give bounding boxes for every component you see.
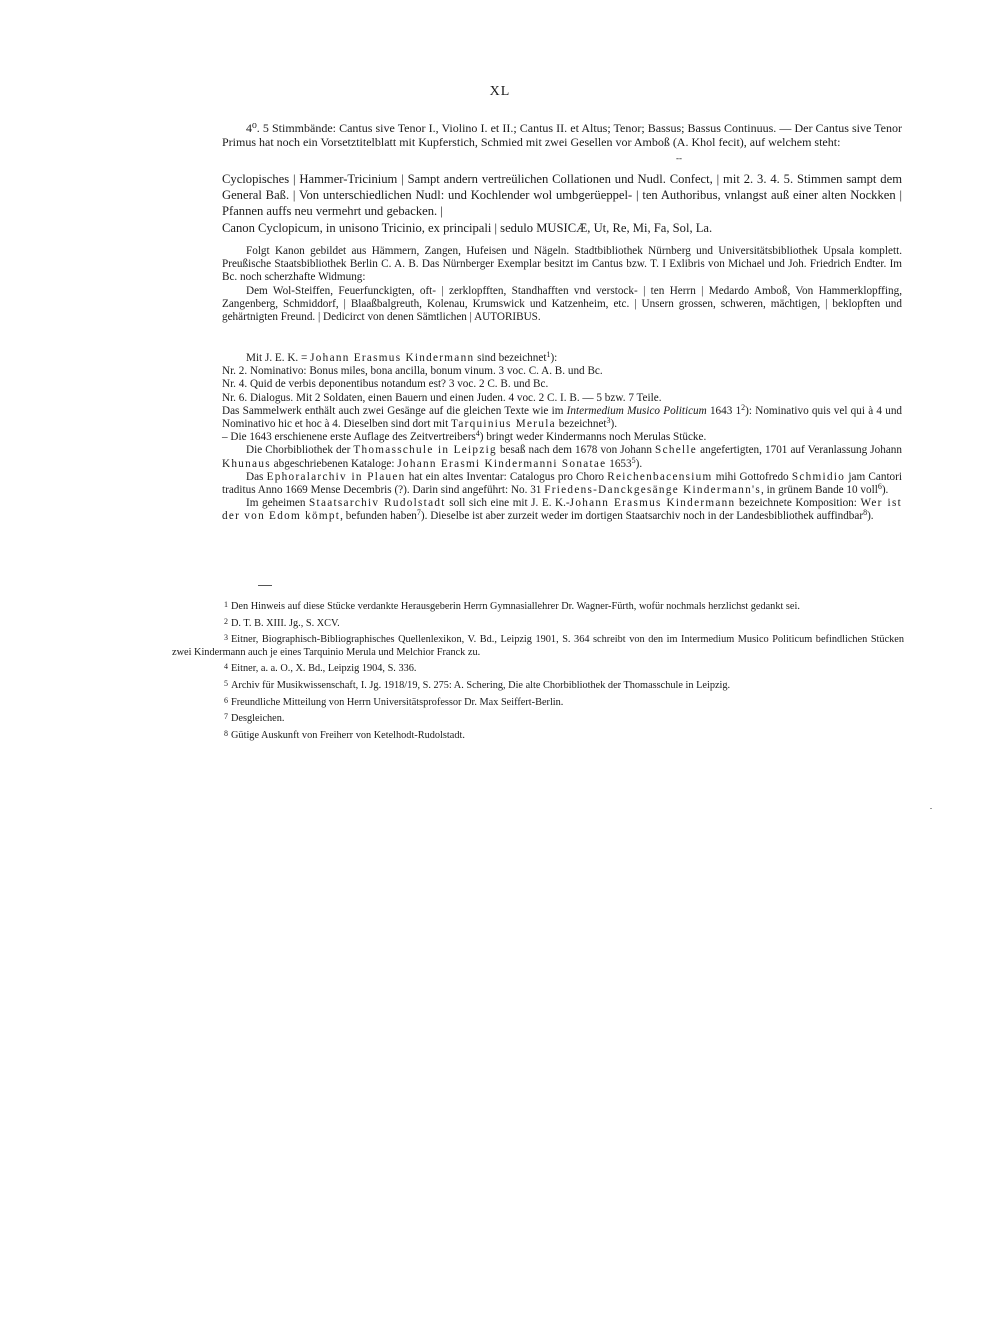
chor-year: 1653 xyxy=(606,457,632,470)
rudolstadt-paragraph xyxy=(222,497,902,523)
footnote-number: 2 xyxy=(224,616,228,626)
chor-end: ). xyxy=(635,457,643,470)
staatsarchiv-name: Staatsarchiv Rudolstadt xyxy=(309,497,446,510)
footnote-text: Desgleichen. xyxy=(231,713,285,725)
sammelwerk-paragraph xyxy=(222,402,903,431)
footnote-ref: 7 xyxy=(416,508,421,518)
footnote-ref: 2 xyxy=(741,402,746,412)
footnote-ref: 3 xyxy=(606,416,611,426)
footnote-8 xyxy=(172,728,904,743)
footnote-1 xyxy=(172,599,904,614)
edom-title: Wer ist der von Edom kömpt xyxy=(222,497,903,523)
ephor-mid: hat ein altes Inventar: Catalogus pro Choro xyxy=(405,470,608,483)
footnote-number: 3 xyxy=(224,633,228,643)
page-number: XL xyxy=(489,84,511,99)
handwritten-mark: ‐‑ xyxy=(676,153,682,163)
catalogue-entry xyxy=(222,122,902,149)
footnote-number: 6 xyxy=(224,695,228,705)
jek-paragraph xyxy=(222,352,902,365)
footnote-ref: 6 xyxy=(877,482,882,492)
footnote-text: Archiv für Musikwissenschaft, I. Jg. 1918/19, S. 275: A. Schering, Die alte Chorbibliothek der Thomasschule in Leipzig. xyxy=(231,679,731,691)
title-line-1: Cyclopisches | Hammer-Tricinium | Sampt andern vertreülichen Collationen und Nudl. Confect, | mit 2. 3. 4. 5. Stimmen sampt dem General Baß. | Von unterschiedlichen Nudl: und Kochlender wol umbgerüeppel- | ten Authoribus, vnlangst auß einer alten Nockken | Pfannen auffs neu vermehrt und gebacken. | xyxy=(222,172,902,219)
sammel-mid: ): Nominativo quis vel qui à 4 und Nominativo hic et hoc à 4. Dieselben sind dort mit xyxy=(222,404,903,431)
rud-pre: Im geheimen xyxy=(246,497,310,510)
ephor-mid3: jam Cantori traditus Anno 1669 Mense Decembris (?). Darin sind angeführt: No. 31 xyxy=(222,470,902,497)
ephor-pre: Das xyxy=(246,470,267,483)
intermedium-title: Intermedium Musico Politicum xyxy=(566,404,707,417)
kindermann-name: Johann Erasmus Kindermann xyxy=(569,497,736,510)
jek-end: ): xyxy=(550,352,558,364)
entry-intro: 4⁰. 5 Stimmbände: Cantus sive Tenor I., Violino I. et II.; Cantus II. et Altus; Tenor; Bassus; Bassus Continuus. — Der Cantus sive Tenor Primus hat noch ein Vorsetztitelblatt mit Kupferstich, Schmied mit zwei Gesellen vor Amboß (A. Khol fecit), auf welchem steht: xyxy=(222,121,902,149)
friedens-title: Friedens-Danckgesänge Kindermann's xyxy=(544,484,761,497)
chorbibliothek-paragraph xyxy=(222,444,902,470)
title-line-2: Canon Cyclopicum, in unisono Tricinio, ex principali | sedulo MUSICÆ, Ut, Re, Mi, Fa, Sol, La. xyxy=(222,220,713,235)
rud-mid2: bezeichnete Komposition: xyxy=(735,497,861,510)
footnote-number: 1 xyxy=(224,600,228,609)
footnote-number: 5 xyxy=(224,678,228,688)
chor-mid3: abgeschriebenen Kataloge: xyxy=(270,457,398,470)
chor-pre: Die Chorbibliothek der xyxy=(246,444,354,457)
footnote-4 xyxy=(172,661,904,676)
footnote-ref: 4 xyxy=(475,429,480,439)
footnote-text: Eitner, a. a. O., X. Bd., Leipzig 1904, S. 336. xyxy=(231,663,417,675)
footnote-5 xyxy=(172,678,904,693)
schelle-name: Schelle xyxy=(655,444,698,457)
rud-mid3: , befunden haben xyxy=(340,510,417,523)
sammel-pre: Das Sammelwerk enthält auch zwei Gesänge auf die gleichen Texte wie im xyxy=(222,404,567,417)
nr-line-6: Nr. 6. Dialogus. Mit 2 Soldaten, einen Bauern und einen Juden. 4 voc. 2 C. I. B. — 5 bzw. 7 Teile. xyxy=(222,391,662,404)
footnote-text: D. T. B. XIII. Jg., S. XCV. xyxy=(231,617,340,629)
kanon-note: Folgt Kanon gebildet aus Hämmern, Zangen, Hufeisen und Nägeln. Stadtbibliothek Nürnberg und Universitätsbibliothek Upsala komplett. Preußische Staatsbibliothek Berlin C. A. B. Das Nürnberger Exemplar besitzt im Cantus bzw. T. I Exlibris von Michael und Joh. Friedrich Endter. Im Bc. noch scherzhafte Widmung: xyxy=(222,245,902,284)
auflage-pre: – Die 1643 erschienene erste Auflage des Zeitvertreibers xyxy=(222,431,476,444)
footnote-ref: 5 xyxy=(631,455,636,465)
footnotes xyxy=(172,599,904,744)
footnote-number: 7 xyxy=(224,712,228,722)
footnote-7 xyxy=(172,711,904,726)
sonatae-title: Johann Erasmi Kindermanni Sonatae xyxy=(397,457,607,470)
auflage-paragraph xyxy=(222,431,902,444)
footnote-text: Gütige Auskunft von Freiherr von Ketelhodt-Rudolstadt. xyxy=(231,729,465,741)
sammel-end: ). xyxy=(610,418,618,431)
footnote-2 xyxy=(172,616,904,631)
footnote-number: 8 xyxy=(224,728,228,738)
sammel-year: 1643 1 xyxy=(706,404,742,417)
footnote-separator xyxy=(258,585,272,586)
auflage-post: ) bringt weder Kindermanns noch Merulas Stücke. xyxy=(479,431,707,444)
nr-line-4: Nr. 4. Quid de verbis deponentibus notandum est? 3 voc. 2 C. B. und Bc. xyxy=(222,378,549,391)
jek-name: Johann Erasmus Kindermann xyxy=(310,352,475,364)
footnote-ref: 8 xyxy=(863,508,868,518)
sammel-post: bezeichnet xyxy=(555,418,607,431)
ephor-mid2: mihi Gottofredo xyxy=(712,470,792,483)
ephor-end: ). xyxy=(881,484,889,497)
ephoralarchiv-name: Ephoralarchiv in Plauen xyxy=(266,470,406,483)
chor-mid: besaß nach dem 1678 von Johann xyxy=(496,444,656,457)
rud-end: ). xyxy=(867,510,874,523)
footnote-text: Den Hinweis auf diese Stücke verdankte Herausgeberin Herrn Gymnasiallehrer Dr. Wagner-Fürth, wofür nochmals herzlichst gedankt sei. xyxy=(231,601,800,612)
footnote-6 xyxy=(172,695,904,710)
merula-name: Tarquinius Merula xyxy=(451,418,556,431)
footnote-text: Eitner, Biographisch-Bibliographisches Quellenlexikon, V. Bd., Leipzig 1901, S. 364 schreibt von den im Intermedium Musico Politicum befindlichen Stücken zwei Kindermann auch je eines Tarquinio Merula und Melchior Franck zu. xyxy=(172,634,904,658)
ephor-end-pre: , in grünem Bande 10 voll xyxy=(760,484,878,497)
reichenbacensium: Reichenbacensium xyxy=(607,470,713,483)
jek-post: sind bezeichnet xyxy=(474,352,547,364)
khunau-name: Khunaus xyxy=(222,457,271,470)
rud-mid: soll sich eine mit J. E. K.- xyxy=(445,497,570,510)
footnote-ref: 1 xyxy=(546,350,551,359)
scan-speck xyxy=(930,808,932,809)
rud-mid4: ). Dieselbe ist aber zurzeit weder im dortigen Staatsarchiv noch in der Landesbibliothek auffindbar xyxy=(420,510,864,523)
thomasschule-name: Thomasschule in Leipzig xyxy=(353,444,497,457)
footnote-text: Freundliche Mitteilung von Herrn Universitätsprofessor Dr. Max Seiffert-Berlin. xyxy=(231,696,564,708)
kanon-section xyxy=(222,245,902,324)
footnote-number: 4 xyxy=(224,662,228,672)
dedication-text: Dem Wol-Steiffen, Feuerfunckigten, oft- | zerklopfften, Standhafften vnd verstock- | ten Herrn | Medardo Amboß, Von Hammerklopffing, Zangenberg, Schmiddorf, | Blaaßbalgreuth, Kolenau, Krumswick und Katzenheim, etc. | Unsern grossen, schweren, mächtigen, | beklopften und gehärtnigten Freund. | Dedicirct von denen Sämtlichen | AUTORIBUS. xyxy=(222,284,902,324)
footnote-3 xyxy=(172,632,904,659)
chor-mid2: angefertigten, 1701 auf Veranlassung Johann xyxy=(697,444,902,457)
ephoralarchiv-paragraph xyxy=(222,471,902,497)
title-transcription xyxy=(222,171,902,236)
schmidio-name: Schmidio xyxy=(791,470,846,483)
nr-line-2: Nr. 2. Nominativo: Bonus miles, bona ancilla, bonum vinum. 3 voc. C. A. B. und Bc. xyxy=(222,365,603,378)
jek-pre: Mit J. E. K. = xyxy=(246,352,311,364)
body-section xyxy=(222,352,902,524)
